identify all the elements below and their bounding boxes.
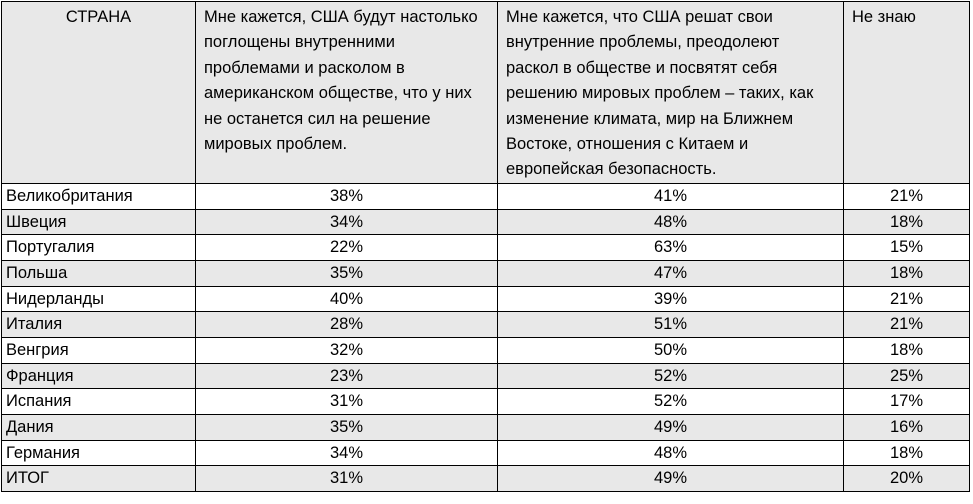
too-absorbed-cell: 22% xyxy=(196,235,498,261)
will-solve-cell: 52% xyxy=(498,389,844,415)
too-absorbed-cell: 28% xyxy=(196,312,498,338)
table-row xyxy=(2,415,970,441)
header-dont-know: Не знаю xyxy=(844,2,970,184)
country-cell: Польша xyxy=(2,260,196,286)
table-body xyxy=(2,183,970,491)
country-cell: Испания xyxy=(2,389,196,415)
will-solve-cell: 50% xyxy=(498,337,844,363)
country-cell: Франция xyxy=(2,363,196,389)
header-row xyxy=(2,2,970,184)
will-solve-cell: 39% xyxy=(498,286,844,312)
table-row xyxy=(2,312,970,338)
dont-know-cell: 20% xyxy=(844,466,970,492)
too-absorbed-cell: 34% xyxy=(196,440,498,466)
country-cell: Венгрия xyxy=(2,337,196,363)
dont-know-cell: 21% xyxy=(844,183,970,209)
header-country: СТРАНА xyxy=(2,2,196,184)
will-solve-cell: 48% xyxy=(498,440,844,466)
dont-know-cell: 21% xyxy=(844,312,970,338)
country-cell: Дания xyxy=(2,415,196,441)
dont-know-cell: 15% xyxy=(844,235,970,261)
too-absorbed-cell: 35% xyxy=(196,260,498,286)
too-absorbed-cell: 34% xyxy=(196,209,498,235)
country-cell: Италия xyxy=(2,312,196,338)
too-absorbed-cell: 31% xyxy=(196,389,498,415)
too-absorbed-cell: 32% xyxy=(196,337,498,363)
header-too-absorbed: Мне кажется, США будут настолько поглощены внутренними проблемами и расколом в американском обществе, что у них не останется сил на решение мировых проблем. xyxy=(196,2,498,184)
will-solve-cell: 49% xyxy=(498,466,844,492)
will-solve-cell: 49% xyxy=(498,415,844,441)
country-cell: Нидерланды xyxy=(2,286,196,312)
table-row xyxy=(2,209,970,235)
table-row xyxy=(2,286,970,312)
too-absorbed-cell: 31% xyxy=(196,466,498,492)
table-row xyxy=(2,183,970,209)
country-cell: Португалия xyxy=(2,235,196,261)
dont-know-cell: 18% xyxy=(844,209,970,235)
table-row xyxy=(2,440,970,466)
will-solve-cell: 63% xyxy=(498,235,844,261)
dont-know-cell: 16% xyxy=(844,415,970,441)
will-solve-cell: 51% xyxy=(498,312,844,338)
table-row xyxy=(2,363,970,389)
table-row xyxy=(2,389,970,415)
too-absorbed-cell: 23% xyxy=(196,363,498,389)
will-solve-cell: 41% xyxy=(498,183,844,209)
dont-know-cell: 17% xyxy=(844,389,970,415)
too-absorbed-cell: 38% xyxy=(196,183,498,209)
too-absorbed-cell: 35% xyxy=(196,415,498,441)
dont-know-cell: 18% xyxy=(844,440,970,466)
dont-know-cell: 18% xyxy=(844,260,970,286)
country-cell: ИТОГ xyxy=(2,466,196,492)
table-header xyxy=(2,2,970,184)
table-row xyxy=(2,235,970,261)
country-cell: Швеция xyxy=(2,209,196,235)
will-solve-cell: 47% xyxy=(498,260,844,286)
will-solve-cell: 48% xyxy=(498,209,844,235)
country-cell: Германия xyxy=(2,440,196,466)
table-row xyxy=(2,466,970,492)
header-will-solve: Мне кажется, что США решат свои внутренние проблемы, преодолеют раскол в обществе и посвятят себя решению мировых проблем – таких, как изменение климата, мир на Ближнем Востоке, отношения с Китаем и европейская безопасность. xyxy=(498,2,844,184)
dont-know-cell: 18% xyxy=(844,337,970,363)
survey-results-table xyxy=(1,1,970,492)
dont-know-cell: 25% xyxy=(844,363,970,389)
table-row xyxy=(2,337,970,363)
dont-know-cell: 21% xyxy=(844,286,970,312)
country-cell: Великобритания xyxy=(2,183,196,209)
too-absorbed-cell: 40% xyxy=(196,286,498,312)
table-row xyxy=(2,260,970,286)
will-solve-cell: 52% xyxy=(498,363,844,389)
